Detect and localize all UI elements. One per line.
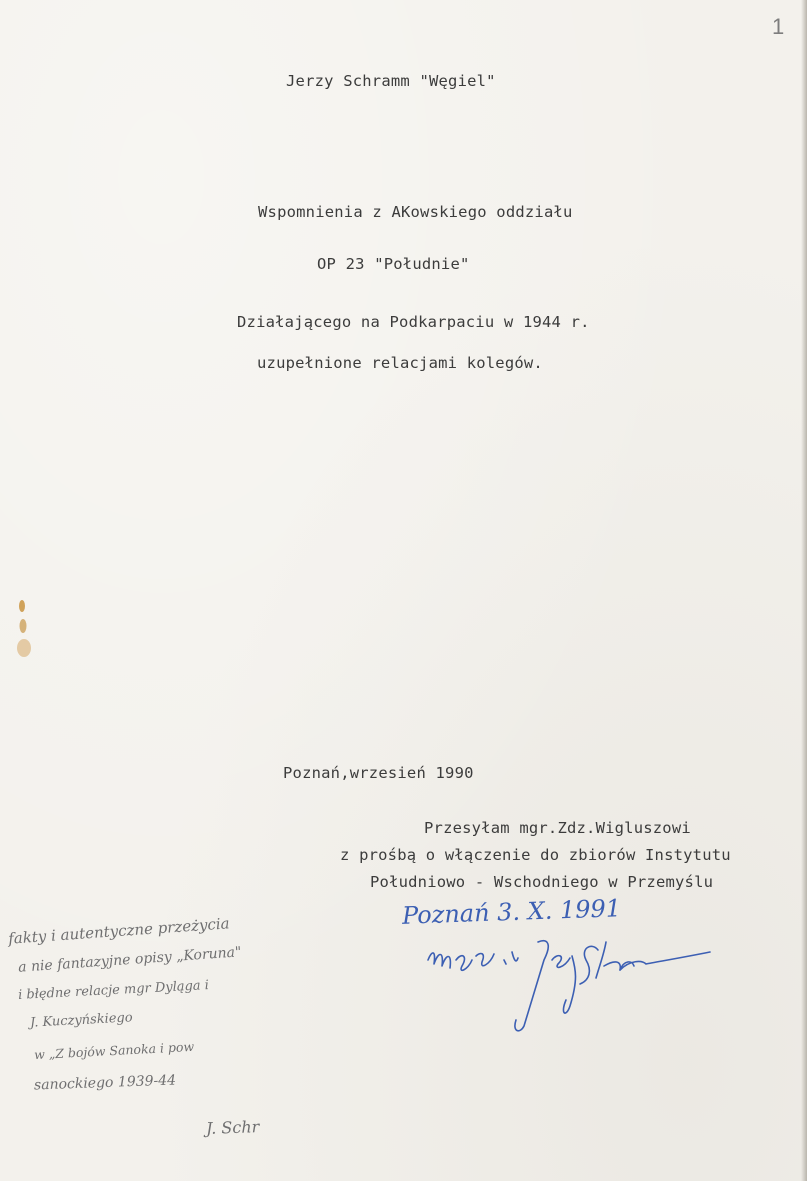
pencil-note-line-2: a nie fantazyjne opisy „Koruna" <box>17 944 242 976</box>
title-line-4: uzupełnione relacjami kolegów. <box>257 354 543 372</box>
pencil-note-line-5: w „Z bojów Sanoka i pow <box>33 1038 195 1063</box>
pencil-note-line-3: i błędne relacje mgr Dyląga i <box>17 978 210 1003</box>
handwritten-signature <box>420 930 740 1040</box>
paper-stain <box>12 596 38 666</box>
pencil-note-line-6: sanockiego 1939-44 <box>33 1072 177 1094</box>
page-edge-shadow <box>801 0 807 1181</box>
dedication-line-3: Południowo - Wschodniego w Przemyślu <box>370 873 714 891</box>
handwritten-date: Poznań 3. X. 1991 <box>401 894 622 930</box>
pencil-initials: J. Schr <box>205 1117 260 1138</box>
pencil-note-line-4: J. Kuczyńskiego <box>29 1010 133 1031</box>
title-line-3: Działającego na Podkarpaciu w 1944 r. <box>237 313 590 331</box>
signature-text <box>440 1055 441 1056</box>
title-line-1: Wspomnienia z AKowskiego oddziału <box>258 203 573 221</box>
dedication-line-2: z prośbą o włączenie do zbiorów Instytutu <box>340 846 731 864</box>
pencil-note-line-1: fakty i autentyczne przeżycia <box>7 914 231 948</box>
place-date: Poznań,wrzesień 1990 <box>283 764 474 782</box>
author-line: Jerzy Schramm "Węgiel" <box>286 72 496 90</box>
page-number: 1 <box>772 14 785 39</box>
dedication-line-1: Przesyłam mgr.Zdz.Wigluszowi <box>424 819 691 837</box>
title-line-2: OP 23 "Południe" <box>317 255 470 273</box>
